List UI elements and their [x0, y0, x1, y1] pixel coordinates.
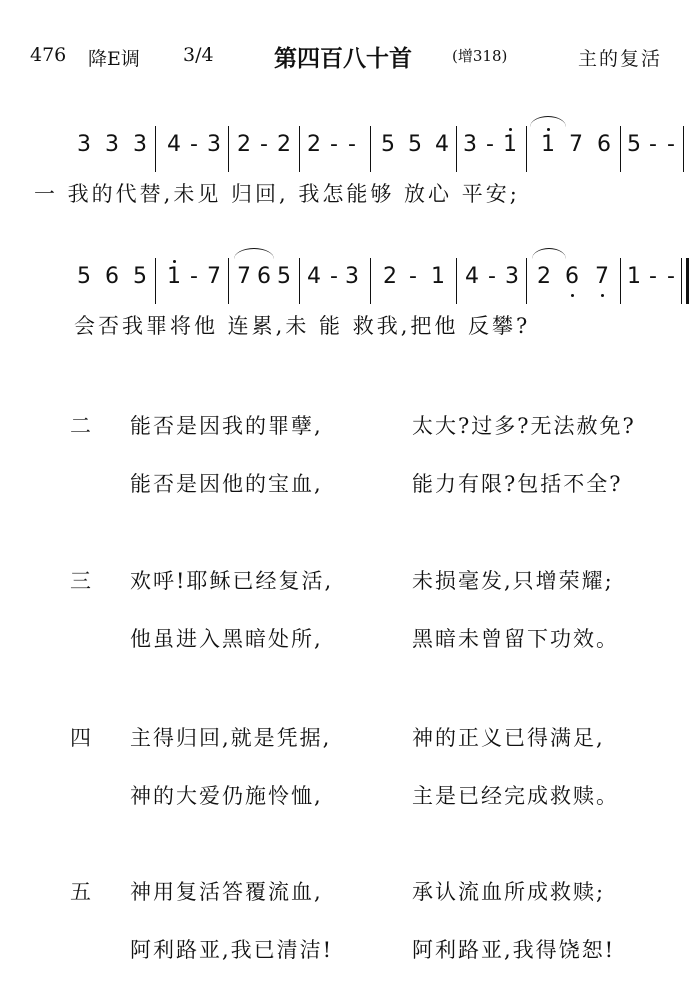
note: - — [667, 132, 675, 157]
note: 4 — [167, 132, 181, 157]
note: 2 — [277, 132, 291, 157]
verse-line-first-half: 他虽进入黑暗处所, — [130, 627, 323, 651]
hymn-name: 主的复活 — [578, 48, 663, 70]
low-octave-dot — [571, 294, 574, 297]
note: 7 — [207, 264, 221, 289]
note: - — [486, 132, 494, 157]
low-octave-dot — [601, 294, 604, 297]
note: - — [649, 264, 657, 289]
verse-number: 二 — [70, 414, 91, 438]
hymn-header — [0, 34, 700, 74]
verse-line-second-half: 黑暗未曾留下功效。 — [412, 627, 619, 651]
bar-line — [456, 126, 457, 172]
note: 2 — [307, 132, 321, 157]
note: 3 — [463, 132, 477, 157]
bar-line — [155, 258, 156, 304]
note: 1 — [503, 132, 517, 157]
bar-line — [456, 258, 457, 304]
verse-number: 五 — [70, 880, 91, 904]
note: 3 — [207, 132, 221, 157]
verse-line-second-half: 未损毫发,只增荣耀; — [412, 569, 614, 593]
note: 5 — [133, 264, 147, 289]
note: 1 — [541, 132, 555, 157]
hymn-number: 476 — [30, 44, 67, 66]
note: - — [190, 132, 198, 157]
note: 1 — [627, 264, 641, 289]
verse-line-first-half: 神的大爱仍施怜恤, — [130, 784, 323, 808]
note: 4 — [435, 132, 449, 157]
verse-line-first-half: 能否是因他的宝血, — [130, 472, 323, 496]
verse-line-first-half: 欢呼!耶稣已经复活, — [130, 569, 334, 593]
verse-line-first-half: 神用复活答覆流血, — [130, 880, 323, 904]
note: 6 — [105, 264, 119, 289]
note: - — [260, 132, 268, 157]
bar-line — [370, 126, 371, 172]
bar-line — [228, 258, 229, 304]
bar-line — [370, 258, 371, 304]
slur — [234, 248, 274, 259]
note: 1 — [167, 264, 181, 289]
bar-line — [228, 126, 229, 172]
bar-line — [155, 126, 156, 172]
note: 1 — [431, 264, 445, 289]
note: 2 — [237, 132, 251, 157]
note: 3 — [505, 264, 519, 289]
note: - — [667, 264, 675, 289]
note: 4 — [307, 264, 321, 289]
supplement-number: (增318) — [452, 47, 508, 65]
note: 7 — [569, 132, 583, 157]
verse-line-second-half: 承认流血所成救赎; — [412, 880, 606, 904]
verse-line-first-half: 主得归回,就是凭据, — [130, 726, 332, 750]
verse-line-second-half: 阿利路亚,我得饶恕! — [412, 938, 616, 962]
final-bar-line — [686, 258, 689, 304]
verse-line-second-half: 主是已经完成救赎。 — [412, 784, 619, 808]
note: 5 — [77, 264, 91, 289]
note: - — [649, 132, 657, 157]
verse-line-second-half: 神的正义已得满足, — [412, 726, 605, 750]
lyric-line-1: 一 我的代替,未见 归回, 我怎能够 放心 平安; — [34, 182, 520, 206]
notation-row-1 — [0, 118, 700, 178]
verse-line-first-half: 能否是因我的罪孽, — [130, 414, 323, 438]
time-signature: 3/4 — [183, 44, 214, 66]
octave-dot — [509, 128, 512, 131]
verse-number: 四 — [70, 726, 91, 750]
note: 4 — [465, 264, 479, 289]
note: 2 — [383, 264, 397, 289]
note: 7 — [595, 264, 609, 289]
verse-line-second-half: 太大?过多?无法赦免? — [412, 414, 636, 438]
note: 5 — [381, 132, 395, 157]
note: - — [409, 264, 417, 289]
bar-line — [681, 258, 682, 304]
hymn-title: 第四百八十首 — [274, 45, 412, 72]
verse-line-first-half: 阿利路亚,我已清洁! — [130, 938, 334, 962]
bar-line — [620, 126, 621, 172]
note: 3 — [105, 132, 119, 157]
bar-line — [299, 126, 300, 172]
note: - — [488, 264, 496, 289]
note: 5 — [408, 132, 422, 157]
octave-dot — [173, 260, 176, 263]
note: - — [190, 264, 198, 289]
note: 5 — [277, 264, 291, 289]
note: 6 — [565, 264, 579, 289]
note: - — [330, 132, 338, 157]
bar-line — [299, 258, 300, 304]
lyric-line-2: 会否我罪将他 连累,未 能 救我,把他 反攀? — [74, 314, 531, 338]
note: 6 — [257, 264, 271, 289]
verse-line-second-half: 能力有限?包括不全? — [412, 472, 623, 496]
note: 6 — [597, 132, 611, 157]
key-signature: 降E调 — [88, 48, 140, 70]
note: 3 — [133, 132, 147, 157]
note: 2 — [537, 264, 551, 289]
bar-line — [683, 126, 684, 172]
bar-line — [620, 258, 621, 304]
slur — [530, 116, 566, 127]
note: 3 — [345, 264, 359, 289]
verse-number: 三 — [70, 569, 91, 593]
notation-row-2 — [0, 250, 700, 310]
octave-dot — [547, 128, 550, 131]
note: - — [330, 264, 338, 289]
note: 7 — [237, 264, 251, 289]
note: 5 — [627, 132, 641, 157]
bar-line — [526, 258, 527, 304]
bar-line — [526, 126, 527, 172]
note: - — [348, 132, 356, 157]
slur — [532, 248, 566, 259]
note: 3 — [77, 132, 91, 157]
